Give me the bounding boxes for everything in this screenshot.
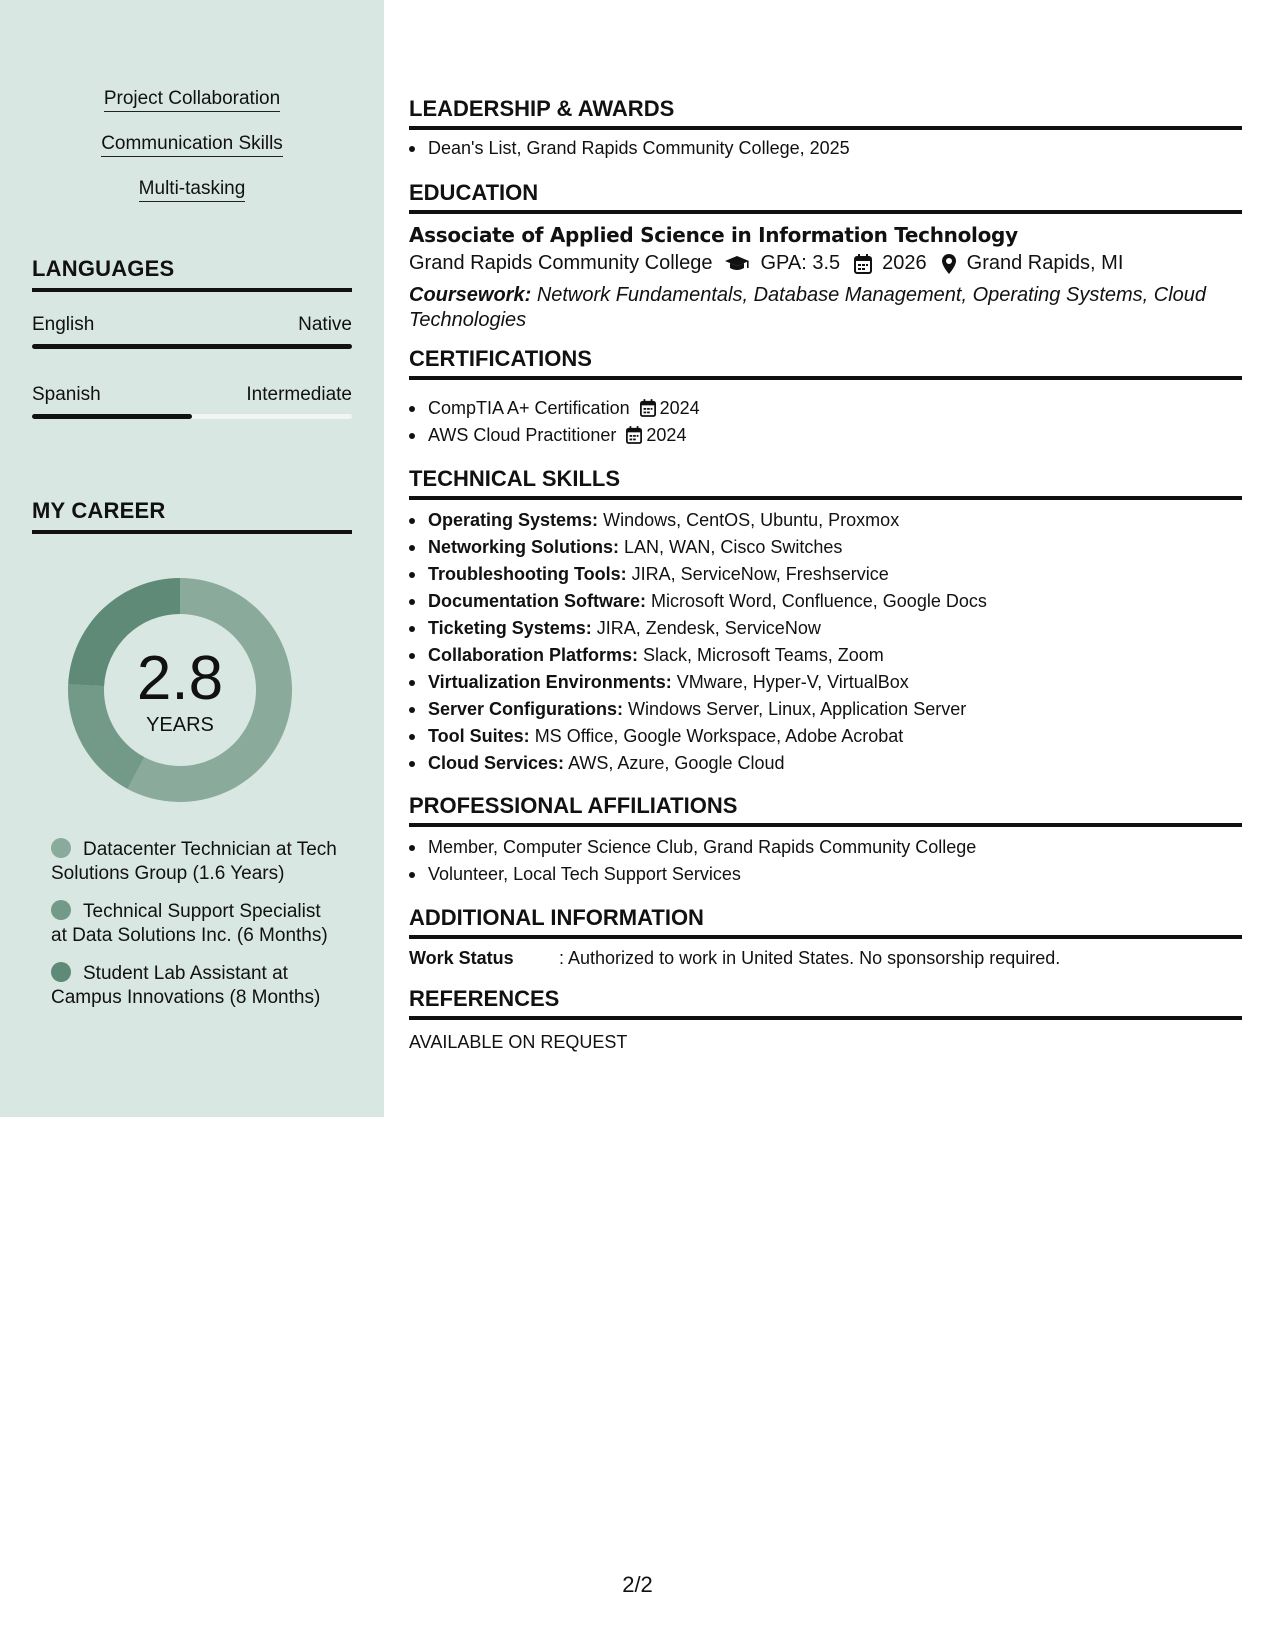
career-donut-chart — [60, 570, 300, 810]
skill-communication-skills[interactable]: Communication Skills — [0, 133, 384, 155]
list-item: Troubleshooting Tools: JIRA, ServiceNow, Freshservice — [409, 561, 1242, 588]
page-number: 2/2 — [622, 1572, 653, 1597]
calendar-icon — [640, 399, 656, 417]
list-item: Networking Solutions: LAN, WAN, Cisco Switches — [409, 534, 1242, 561]
skill-project-collaboration[interactable]: Project Collaboration — [0, 88, 384, 110]
technical-skills-heading: TECHNICAL SKILLS — [409, 466, 1242, 500]
skill-multi-tasking[interactable]: Multi-tasking — [0, 178, 384, 200]
donut-center — [60, 570, 300, 810]
career-total: 2.8 — [136, 643, 224, 713]
career-item: Technical Support Specialist at Data Solutions Inc. (6 Months) — [51, 901, 328, 946]
school-name: Grand Rapids Community College — [409, 252, 713, 274]
language-name: Spanish — [32, 384, 101, 405]
affiliations-heading: PROFESSIONAL AFFILIATIONS — [409, 793, 1242, 827]
graduation-year: 2026 — [882, 252, 927, 274]
career-item: Datacenter Technician at Tech Solutions Group (1.6 Years) — [51, 839, 337, 884]
language-row-english — [32, 314, 352, 336]
references-heading: REFERENCES — [409, 986, 1242, 1020]
list-item: Volunteer, Local Tech Support Services — [409, 861, 1242, 888]
list-item: Virtualization Environments: VMware, Hyper-V, VirtualBox — [409, 669, 1242, 696]
leadership-heading: LEADERSHIP & AWARDS — [409, 96, 1242, 130]
language-bar-fill — [32, 414, 192, 419]
certifications-heading: CERTIFICATIONS — [409, 346, 1242, 380]
location-pin-icon — [941, 253, 957, 275]
language-level: Intermediate — [246, 384, 352, 405]
legend-dot — [51, 838, 71, 858]
language-bar-english — [32, 344, 352, 349]
career-heading: MY CAREER — [32, 498, 352, 534]
calendar-icon — [854, 254, 872, 274]
list-item: Tool Suites: MS Office, Google Workspace, Adobe Acrobat — [409, 723, 1242, 750]
language-bar-spanish — [32, 414, 352, 419]
list-item: Member, Computer Science Club, Grand Rapids Community College — [409, 834, 1242, 861]
legend-dot — [51, 962, 71, 982]
calendar-icon — [626, 426, 642, 444]
gpa: GPA: 3.5 — [760, 252, 841, 274]
language-level: Native — [298, 314, 352, 335]
education-details — [409, 252, 1123, 275]
education-heading: EDUCATION — [409, 180, 1242, 214]
sidebar — [0, 0, 384, 1117]
career-unit: YEARS — [146, 713, 214, 736]
additional-info-heading: ADDITIONAL INFORMATION — [409, 905, 1242, 939]
coursework — [409, 283, 1242, 333]
work-status-value: : Authorized to work in United States. No sponsorship required. — [559, 948, 1061, 968]
list-item: CompTIA A+ Certification 2024 — [409, 395, 1242, 422]
list-item: Documentation Software: Microsoft Word, Confluence, Google Docs — [409, 588, 1242, 615]
legend-dot — [51, 900, 71, 920]
affiliations-list — [409, 834, 1242, 888]
list-item: Operating Systems: Windows, CentOS, Ubuntu, Proxmox — [409, 507, 1242, 534]
list-item: Ticketing Systems: JIRA, Zendesk, ServiceNow — [409, 615, 1242, 642]
degree-title: Associate of Applied Science in Information Technology — [409, 223, 1018, 247]
language-bar-fill — [32, 344, 352, 349]
school-location: Grand Rapids, MI — [966, 252, 1124, 274]
work-status-label: Work Status — [409, 948, 514, 968]
list-item: Dean's List, Grand Rapids Community College, 2025 — [409, 135, 1242, 162]
list-item: AWS Cloud Practitioner 2024 — [409, 422, 1242, 449]
certifications-list — [409, 395, 1242, 449]
list-item: Collaboration Platforms: Slack, Microsoft Teams, Zoom — [409, 642, 1242, 669]
list-item: Server Configurations: Windows Server, Linux, Application Server — [409, 696, 1242, 723]
coursework-label: Coursework: — [409, 284, 532, 306]
leadership-list — [409, 135, 1242, 162]
languages-heading: LANGUAGES — [32, 256, 352, 292]
language-name: English — [32, 314, 95, 335]
technical-skills-list — [409, 507, 1242, 777]
list-item: Cloud Services: AWS, Azure, Google Cloud — [409, 750, 1242, 777]
career-item: Student Lab Assistant at Campus Innovations (8 Months) — [51, 963, 321, 1008]
coursework-list: Network Fundamentals, Database Management, Operating Systems, Cloud Technologies — [409, 284, 1207, 331]
graduation-cap-icon — [724, 254, 750, 274]
language-row-spanish — [32, 384, 352, 406]
references-text: AVAILABLE ON REQUEST — [409, 1032, 628, 1052]
